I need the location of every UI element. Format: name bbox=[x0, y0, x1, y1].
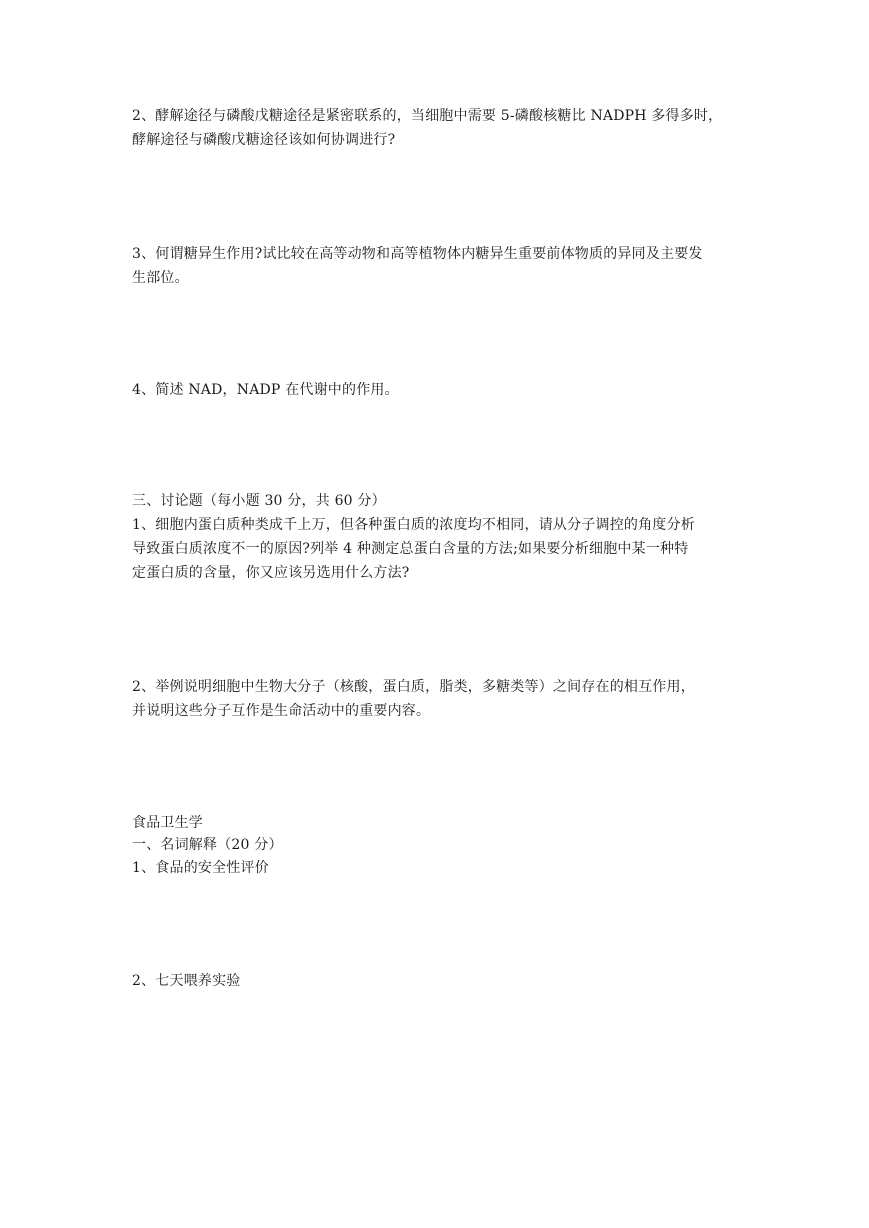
question-4-line-1: 4、简述 NAD，NADP 在代谢中的作用。 bbox=[132, 382, 399, 398]
discussion-2-line-2: 并说明这些分子互作是生命活动中的重要内容。 bbox=[132, 703, 431, 719]
discussion-1-line-3: 定蛋白质的含量，你又应该另选用什么方法? bbox=[132, 565, 410, 581]
question-3-line-2: 生部位。 bbox=[132, 270, 189, 286]
food-hygiene-section-1-heading: 一、名词解释（20 分） bbox=[132, 837, 283, 853]
section-3-heading: 三、讨论题（每小题 30 分，共 60 分） bbox=[132, 493, 386, 509]
food-hygiene-item-1: 1、食品的安全性评价 bbox=[132, 860, 269, 876]
discussion-2-line-1: 2、举例说明细胞中生物大分子（核酸，蛋白质，脂类，多糖类等）之间存在的相互作用， bbox=[132, 679, 695, 695]
discussion-1-line-1: 1、细胞内蛋白质种类成千上万，但各种蛋白质的浓度均不相同，请从分子调控的角度分析 bbox=[132, 517, 695, 533]
question-3-line-1: 3、何谓糖异生作用?试比较在高等动物和高等植物体内糖异生重要前体物质的异同及主要发 bbox=[132, 246, 703, 262]
question-2-line-2: 酵解途径与磷酸戊糖途径该如何协调进行? bbox=[132, 132, 396, 148]
discussion-1-line-2: 导致蛋白质浓度不一的原因?列举 4 种测定总蛋白含量的方法;如果要分析细胞中某一种特 bbox=[132, 541, 689, 557]
question-2-line-1: 2、酵解途径与磷酸戊糖途径是紧密联系的，当细胞中需要 5-磷酸核糖比 NADPH 多得多时， bbox=[132, 108, 723, 124]
food-hygiene-item-2: 2、七天喂养实验 bbox=[132, 973, 241, 989]
food-hygiene-title: 食品卫生学 bbox=[132, 815, 203, 831]
